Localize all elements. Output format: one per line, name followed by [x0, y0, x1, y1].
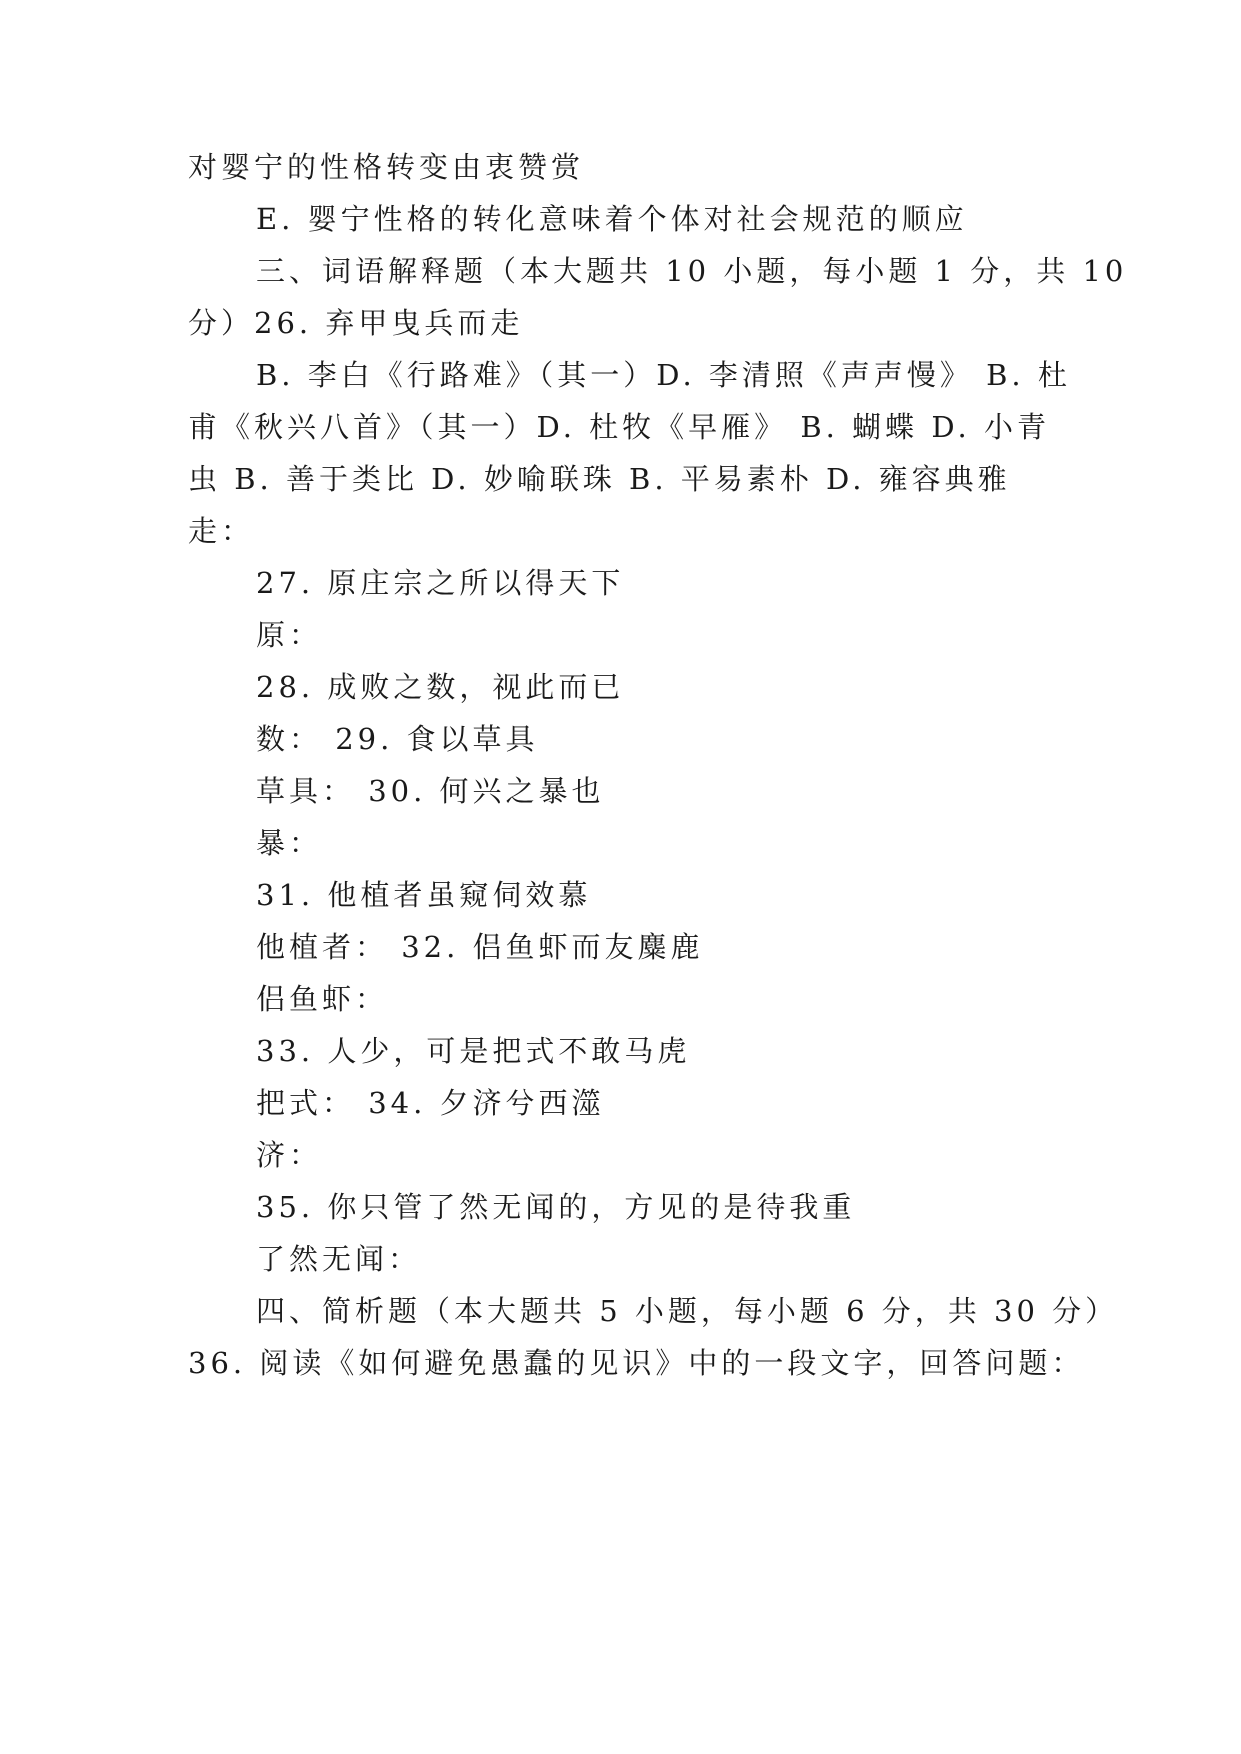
text-line: 数： 29. 食以草具 [256, 722, 539, 756]
text-line: 把式： 34. 夕济兮西澨 [256, 1086, 605, 1120]
text-line: B. 李白《行路难》（其一）D. 李清照《声声慢》 B. 杜 [256, 358, 1071, 392]
text-line: 侣鱼虾： [256, 982, 389, 1016]
text-line: 35. 你只管了然无闻的，方见的是待我重 [256, 1190, 856, 1224]
text-line: 33. 人少，可是把式不敢马虎 [256, 1034, 691, 1068]
text-line: 31. 他植者虽窥伺效慕 [256, 878, 592, 912]
text-line: E. 婴宁性格的转化意味着个体对社会规范的顺应 [256, 202, 968, 236]
text-line: 走： [188, 514, 255, 548]
text-line: 他植者： 32. 侣鱼虾而友麋鹿 [256, 930, 704, 964]
text-line: 27. 原庄宗之所以得天下 [256, 566, 625, 600]
text-line: 了然无闻： [256, 1242, 422, 1276]
text-line: 对婴宁的性格转变由衷赞赏 [188, 150, 585, 184]
section-heading: 四、简析题（本大题共 5 小题，每小题 6 分，共 30 分） [256, 1294, 1119, 1328]
text-line: 分）26. 弃甲曳兵而走 [188, 306, 524, 340]
text-line: 虫 B. 善于类比 D. 妙喻联珠 B. 平易素朴 D. 雍容典雅 [188, 462, 1011, 496]
text-line: 28. 成败之数，视此而已 [256, 670, 625, 704]
text-line: 36. 阅读《如何避免愚蠢的见识》中的一段文字，回答问题： [188, 1346, 1085, 1380]
text-line: 暴： [256, 826, 323, 860]
text-line: 草具： 30. 何兴之暴也 [256, 774, 605, 808]
section-heading: 三、词语解释题（本大题共 10 小题，每小题 1 分，共 10 [256, 254, 1128, 288]
text-line: 甫《秋兴八首》（其一）D. 杜牧《早雁》 B. 蝴蝶 D. 小青 [188, 410, 1050, 444]
text-line: 济： [256, 1138, 323, 1172]
text-line: 原： [256, 618, 323, 652]
